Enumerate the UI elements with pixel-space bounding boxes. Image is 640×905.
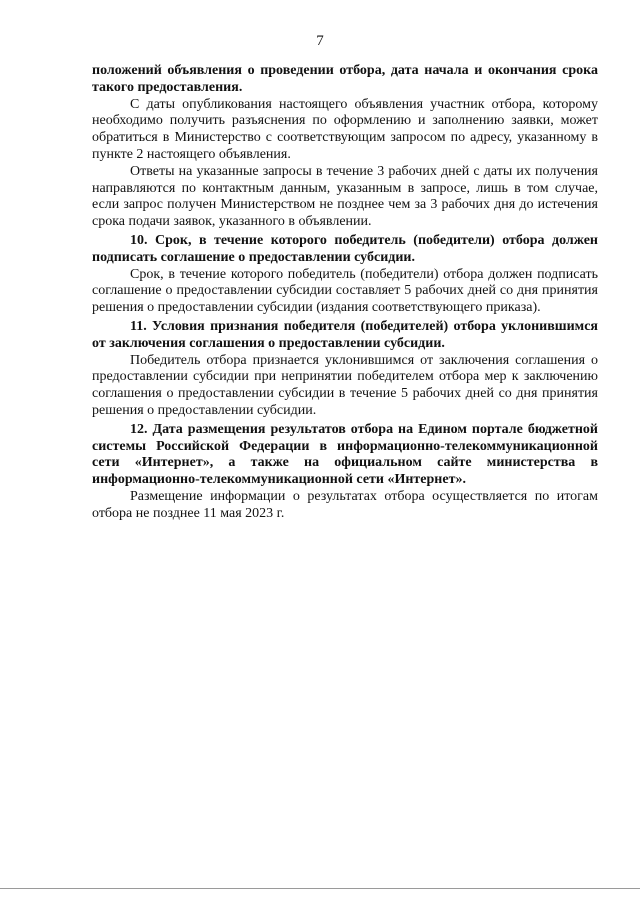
section-11-text: Победитель отбора признается уклонившимся от заключения соглашения о предоставлении субсидии при непринятии победителем отбора мер к заключению соглашения о предоставлении субсидии в течение 5 рабочих дней со дня принятия решения о предоставлении субсидии. [92,352,598,418]
page-number: 7 [316,33,324,49]
section-10-heading: 10. Срок, в течение которого победитель (победители) отбора должен подписать соглашение о предоставлении субсидии. [92,232,598,265]
paragraph-response-deadline: Ответы на указанные запросы в течение 3 рабочих дней с даты их получения направляются по контактным данным, указанным в запросе, лишь в том случае, если запрос получен Министерством не позднее чем за 3 рабочих дня до истечения срока подачи заявок, указанного в объявлении. [92,163,598,230]
page-bottom-rule [0,888,640,889]
section-10-text: Срок, в течение которого победитель (победители) отбора должен подписать соглашение о предоставлении субсидии составляет 5 рабочих дней со дня принятия решения о предоставлении субсидии (издания соответствующего приказа). [92,266,598,316]
paragraph-clarification-request: С даты опубликования настоящего объявления участник отбора, которому необходимо получить разъяснения по оформлению и заполнению заявки, может обратиться в Министерство с соответствующим запросом по адресу, указанному в пункте 2 настоящего объявления. [92,96,598,162]
section-12-text: Размещение информации о результатах отбора осуществляется по итогам отбора не позднее 11 мая 2023 г. [92,488,598,521]
section-11-heading: 11. Условия признания победителя (победителей) отбора уклонившимся от заключения соглашения о предоставлении субсидии. [92,318,598,351]
paragraph-continuation-heading: положений объявления о проведении отбора, дата начала и окончания срока такого предоставления. [92,63,598,95]
document-body [92,63,598,523]
section-12-heading: 12. Дата размещения результатов отбора на Едином портале бюджетной системы Российской Федерации в информационно-телекоммуникационной сети «Интернет», а также на официальном сайте министерства в информационно-телекоммуникационной сети «Интернет». [92,421,598,488]
